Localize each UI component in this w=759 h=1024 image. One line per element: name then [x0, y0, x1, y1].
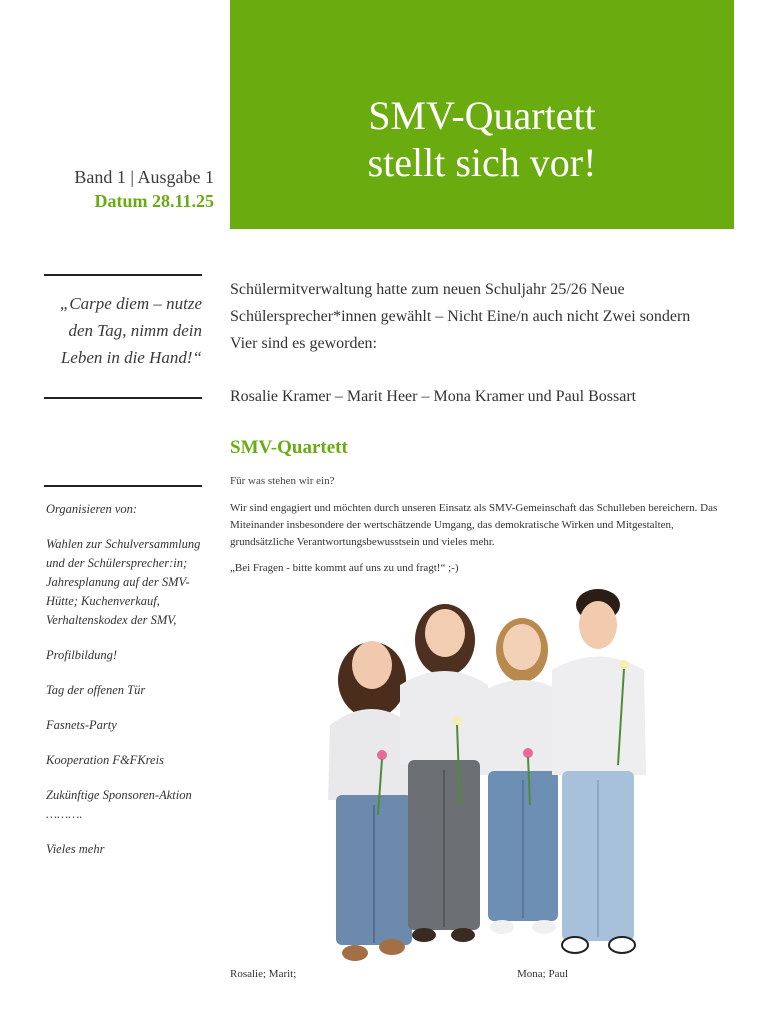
sidebar-quote: „Carpe diem – nutze den Tag, nimm dein Leben in die Hand!“ [59, 294, 202, 367]
sidebar-item: Wahlen zur Schulversammlung und der Schülersprecher:in; Jahresplanung auf der SMV-Hütte; Kuchenverkauf, Verhaltenskodex der SMV, [46, 537, 201, 627]
sidebar-item: Fasnets-Party [46, 718, 117, 732]
photo-caption-right: Mona; Paul [517, 968, 569, 980]
sidebar-item: Profilbildung! [46, 648, 118, 662]
issue-date: Datum 28.11.25 [94, 191, 214, 211]
section-question: Für was stehen wir ein? [230, 475, 335, 487]
section-heading: SMV-Quartett [230, 437, 348, 458]
sidebar-activities [46, 500, 216, 875]
person-2-figure [400, 604, 490, 942]
contact-callout: „Bei Fragen - bitte kommt auf uns zu und fragt!“ ;-) [230, 562, 459, 574]
title-line-2: stellt sich vor! [367, 140, 597, 185]
title-line-1: SMV-Quartett [368, 93, 596, 138]
newsletter-title [230, 92, 734, 186]
photo-caption-left: Rosalie; Marit; [230, 968, 297, 980]
quote-top-rule [44, 274, 202, 276]
group-photo-illustration [300, 585, 680, 980]
person-4-figure [552, 589, 646, 953]
sidebar-heading: Organisieren von: [46, 502, 138, 516]
title-banner [230, 0, 734, 229]
person-3-figure [480, 618, 566, 934]
quote-bottom-rule [44, 397, 202, 399]
sidebar-list-rule [44, 485, 202, 487]
section-body: Wir sind engagiert und möchten durch unseren Einsatz als SMV-Gemeinschaft das Schulleben bereichern. Das Miteinander insbesondere der wertschätzende Umgang, das demokratische Wirken und Mitgestalten, grundsätzliche Verantwortungsbewusstsein und vieles mehr. [230, 502, 718, 548]
sidebar-item: Zukünftige Sponsoren-Aktion ………. [46, 788, 192, 821]
intro-paragraph: Schülermitverwaltung hatte zum neuen Schuljahr 25/26 Neue Schülersprecher*innen gewählt – Nicht Eine/n auch nicht Zwei sondern Vier sind es geworden: [230, 281, 691, 352]
sidebar-item: Kooperation F&FKreis [46, 753, 164, 767]
sidebar-item: Tag der offenen Tür [46, 683, 146, 697]
sidebar-item: Vieles mehr [46, 842, 105, 856]
group-photo [300, 585, 680, 980]
issue-label: Band 1 | Ausgabe 1 [74, 167, 214, 187]
member-names: Rosalie Kramer – Marit Heer – Mona Kramer und Paul Bossart [230, 388, 637, 405]
